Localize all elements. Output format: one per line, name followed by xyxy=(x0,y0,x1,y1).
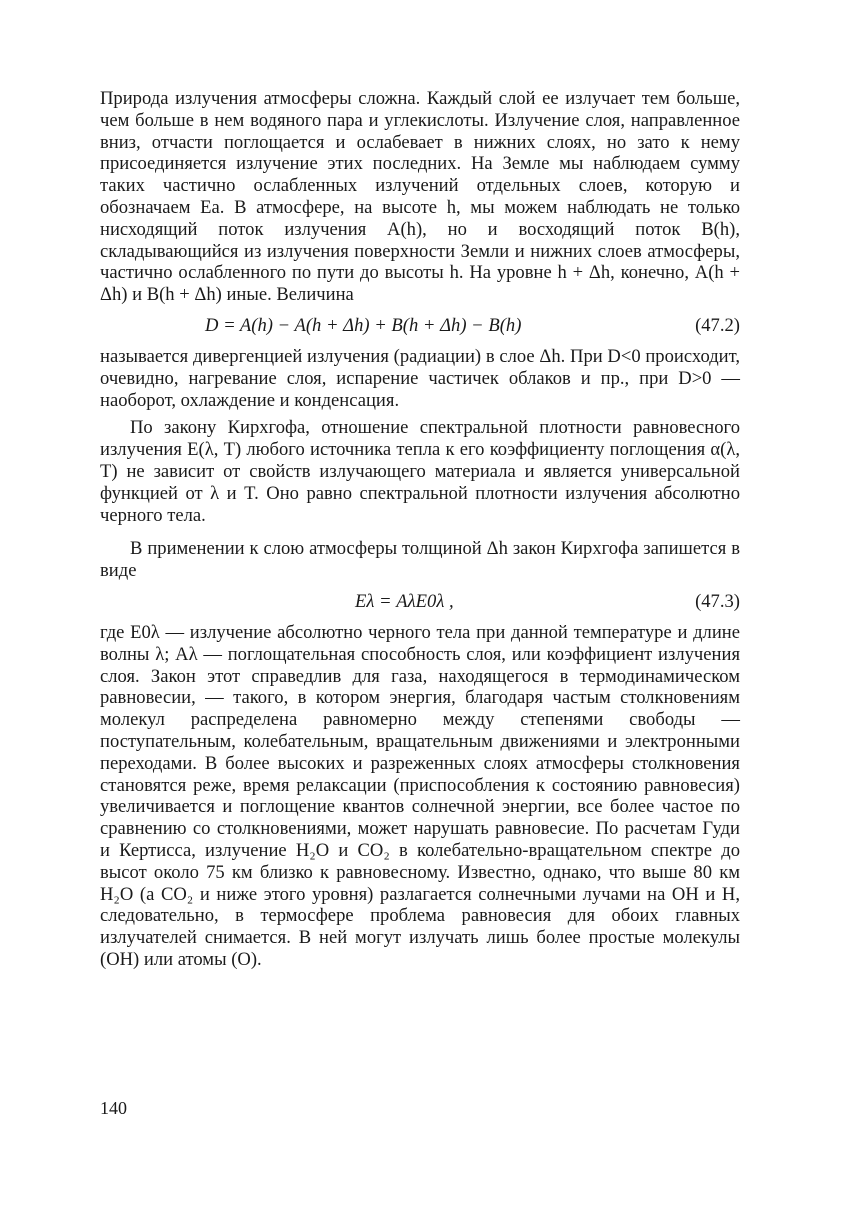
formula-47-2-number: (47.2) xyxy=(695,314,740,336)
paragraph-2: называется дивергенцией излучения (радиации) в слое Δh. При D<0 происходит, очевидно, нагревание слоя, испарение частичек облаков и пр., при D>0 — наоборот, охлаждение и конденсация. xyxy=(100,345,740,411)
paragraph-3: По закону Кирхгофа, отношение спектральной плотности равновесного излучения E(λ, T) любого источника тепла к его коэффициенту поглощения α(λ, T) не зависит от свойств излучающего материала и является универсальной функцией от λ и T. Оно равно спектральной плотности излучения абсолютно черного тела. xyxy=(100,417,740,526)
text-column xyxy=(100,88,740,971)
formula-47-3 xyxy=(100,582,740,622)
formula-47-3-expression: Eλ = AλE0λ , xyxy=(355,590,454,612)
formula-47-2-expression: D = A(h) − A(h + Δh) + B(h + Δh) − B(h) xyxy=(205,314,522,336)
paragraph-4: В применении к слою атмосферы толщиной Δh закон Кирхгофа запишется в виде xyxy=(100,538,740,582)
formula-47-2 xyxy=(100,306,740,346)
paragraph-5: где E0λ — излучение абсолютно черного тела при данной температуре и длине волны λ; Aλ — поглощательная способность слоя, или коэффициент излучения слоя. Закон этот справедлив для газа, находящегося в термодинамическом равновесии, — такого, в котором энергия, благодаря частым столкновениям молекул распределена равномерно между степенями свободы — поступательным, колебательным, вращательным движениями и электронными переходами. В более высоких и разреженных слоях атмосферы столкновения становятся реже, время релаксации (приспособления к состоянию равновесия) увеличивается и поглощение квантов солнечной энергии, все более частое по сравнению со столкновениями, может нарушать равновесие. По расчетам Гуди и Кертисса, излучение H₂O и CO₂ в колебательно-вращательном спектре до высот около 75 км близко к равновесному. Известно, однако, что выше 80 км H₂O (а CO₂ и ниже этого уровня) разлагается солнечными лучами на OH и H, следовательно, в термосфере проблема равновесия для обоих главных излучателей снимается. В ней могут излучать лишь более простые молекулы (OH) или атомы (O). xyxy=(100,621,740,970)
paragraph-1: Природа излучения атмосферы сложна. Каждый слой ее излучает тем больше, чем больше в нем водяного пара и углекислоты. Излучение слоя, направленное вниз, отчасти поглощается и ослабевает в нижних слоях, но зато к нему присоединяется излучение этих последних. На Земле мы наблюдаем сумму таких частично ослабленных излучений отдельных слоев, которую и обозначаем Eа. В атмосфере, на высоте h, мы можем наблюдать не только нисходящий поток излучения A(h), но и восходящий поток B(h), складывающийся из излучения поверхности Земли и нижних слоев атмосферы, частично ослабленного по пути до высоты h. На уровне h + Δh, конечно, A(h + Δh) и B(h + Δh) иные. Величина xyxy=(100,88,740,306)
formula-47-3-number: (47.3) xyxy=(695,590,740,612)
page-number: 140 xyxy=(100,1098,127,1118)
